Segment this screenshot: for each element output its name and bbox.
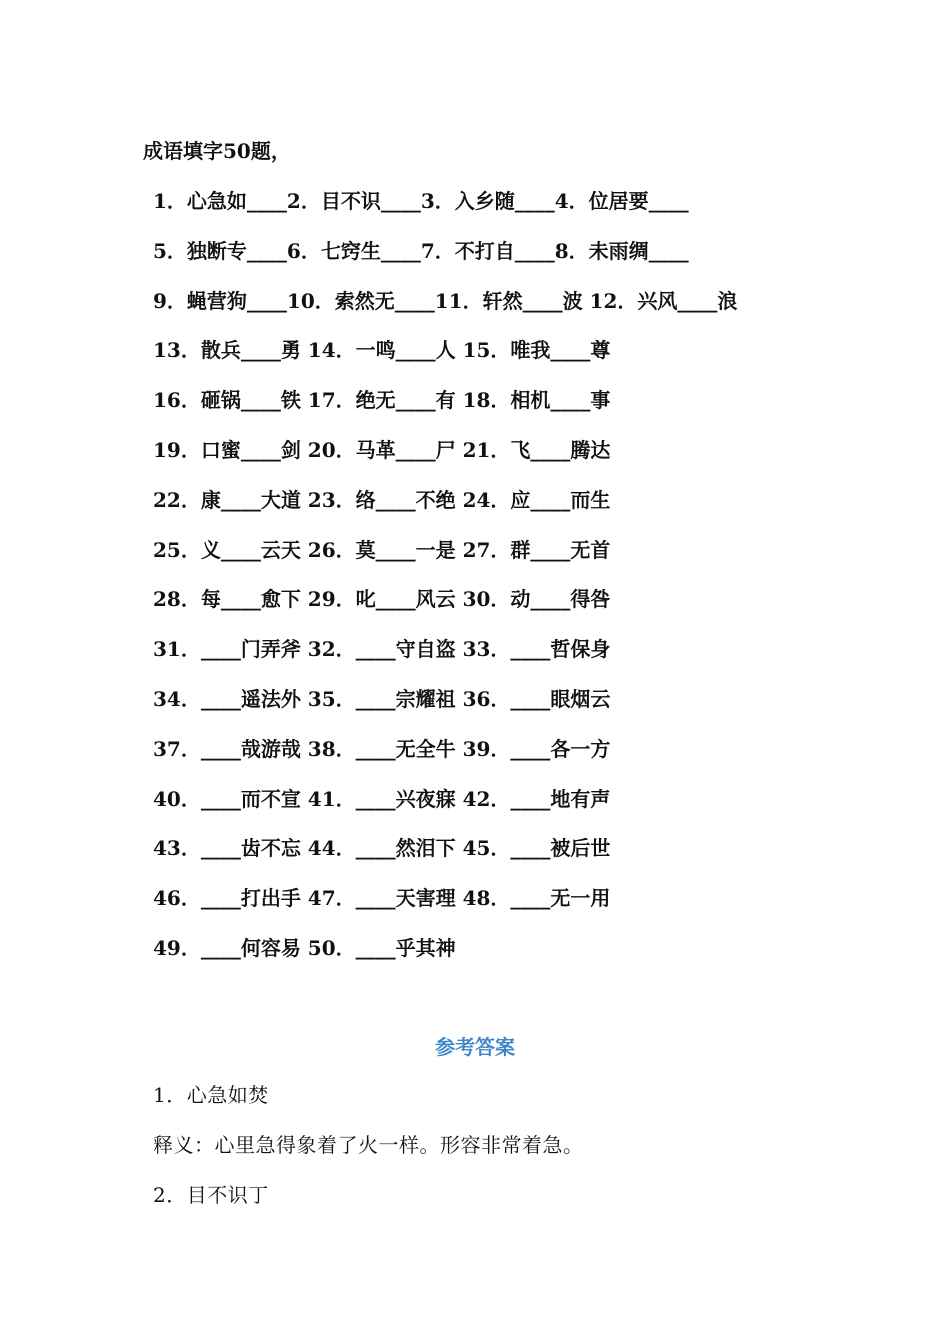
answer-list [153,1081,913,1231]
question-line: 34．____遥法外 35．____宗耀祖 36．____眼烟云 [153,686,611,711]
question-line: 49．____何容易 50．____乎其神 [153,935,456,960]
answer-line: 释义：心里急得象着了火一样。形容非常着急。 [153,1133,584,1157]
worksheet-title: 成语填字50题， [143,139,291,163]
question-line: 25．义____云天 26．莫____一是 27．群____无首 [153,537,611,562]
question-line: 9．蝇营狗____10．索然无____11．轩然____波 12．兴风____浪 [153,288,738,313]
question-line: 13．散兵____勇 14．一鸣____人 15．唯我____尊 [153,338,611,363]
answer-line: 1．心急如焚 [153,1083,269,1107]
question-line: 16．砸锅____铁 17．绝无____有 18．相机____事 [153,388,611,413]
question-list [153,187,913,984]
answer-line: 2．目不识丁 [153,1183,269,1207]
question-line: 28．每____愈下 29．叱____风云 30．动____得咎 [153,587,611,612]
question-line: 40．____而不宣 41．____兴夜寐 42．____地有声 [153,786,611,811]
question-line: 31．____门弄斧 32．____守自盗 33．____哲保身 [153,637,611,662]
question-line: 43．____齿不忘 44．____然泪下 45．____被后世 [153,836,611,861]
question-line: 5．独断专____6．七窍生____7．不打自____8．未雨绸____ [153,238,689,263]
question-line: 22．康____大道 23．络____不绝 24．应____而生 [153,487,611,512]
question-line: 37．____哉游哉 38．____无全牛 39．____各一方 [153,736,611,761]
question-line: 19．口蜜____剑 20．马革____尸 21．飞____腾达 [153,437,611,462]
answers-heading: 参考答案 [435,1035,515,1059]
question-line: 46．____打出手 47．____天害理 48．____无一用 [153,886,611,911]
question-line: 1．心急如____2．目不识____3．入乡随____4．位居要____ [153,189,689,213]
